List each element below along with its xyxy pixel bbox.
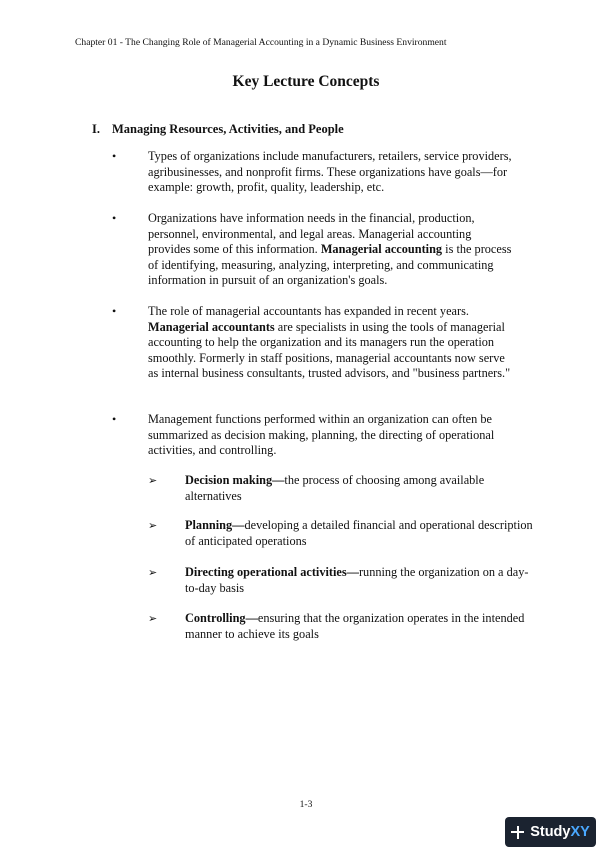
bullet-text: Management functions performed within an organization can often be summarized as decision making, planning, the directing of operational activities, and controlling. xyxy=(148,412,495,458)
bullet-dot: • xyxy=(112,304,117,318)
function-term: Directing operational activities— xyxy=(185,565,359,579)
defined-term: Managerial accountants xyxy=(148,319,275,334)
bullet-text xyxy=(148,211,512,289)
bullet-dot: • xyxy=(112,149,117,163)
bullet-text: Types of organizations include manufacturers, retailers, service providers, agribusinesses, and nonprofit firms. These organizations have goals—for example: growth, profit, quality, leadership, etc. xyxy=(148,149,512,195)
function-term: Decision making— xyxy=(185,473,285,487)
watermark-text-accent: XY xyxy=(570,824,590,840)
bullet-text-pre: Organizations have information needs in the financial, production, personnel, environmental, and legal areas. Managerial accounting provides some of this information. xyxy=(148,211,475,257)
function-definition: running the organization on a day-to-day basis xyxy=(185,565,529,595)
running-head: Chapter 01 - The Changing Role of Managerial Accounting in a Dynamic Business Environment xyxy=(75,37,447,48)
plus-icon xyxy=(511,826,524,839)
bullet-text-post: is the process of identifying, measuring, analyzing, interpreting, and communicating information in pursuit of an organization's goals. xyxy=(148,242,512,288)
bullet-item xyxy=(112,304,512,382)
function-text xyxy=(185,611,540,642)
section-number: I. xyxy=(92,122,100,136)
bullet-item xyxy=(112,211,512,289)
page-title: Key Lecture Concepts xyxy=(232,73,380,90)
bullet-text-pre: The role of managerial accountants has expanded in recent years. xyxy=(148,304,469,318)
section-heading xyxy=(92,122,344,137)
function-item xyxy=(148,518,540,549)
bullet-item xyxy=(112,412,512,459)
function-text xyxy=(185,518,540,549)
function-item xyxy=(148,565,540,596)
arrow-bullet-icon: ➢ xyxy=(148,519,158,532)
function-term: Planning— xyxy=(185,518,245,532)
bullet-item xyxy=(112,149,512,196)
page-number: 1-3 xyxy=(299,799,313,810)
function-item xyxy=(148,611,540,642)
function-definition: ensuring that the organization operates in the intended manner to achieve its goals xyxy=(185,611,525,641)
bullet-dot: • xyxy=(112,211,117,225)
watermark-text: Study xyxy=(530,824,571,840)
function-text xyxy=(185,565,540,596)
bullet-text-post: are specialists in using the tools of managerial accounting to help the organization and its managers run the operation smoothly. Formerly in staff positions, managerial accountants now serve as internal business consultants, trusted advisors, and "business partners." xyxy=(148,319,511,381)
studyxy-watermark-badge[interactable] xyxy=(505,817,596,847)
function-item xyxy=(148,473,540,504)
bullet-text xyxy=(148,304,512,382)
section-heading-text: Managing Resources, Activities, and People xyxy=(112,122,344,136)
defined-term: Managerial accounting xyxy=(320,242,443,257)
arrow-bullet-icon: ➢ xyxy=(148,566,158,579)
function-text xyxy=(185,473,540,504)
arrow-bullet-icon: ➢ xyxy=(148,612,158,625)
bullet-dot: • xyxy=(112,412,117,426)
function-term: Controlling— xyxy=(185,611,258,625)
function-definition: the process of choosing among available alternatives xyxy=(185,473,485,503)
function-definition: developing a detailed financial and operational description of anticipated operations xyxy=(185,518,533,548)
arrow-bullet-icon: ➢ xyxy=(148,474,158,487)
